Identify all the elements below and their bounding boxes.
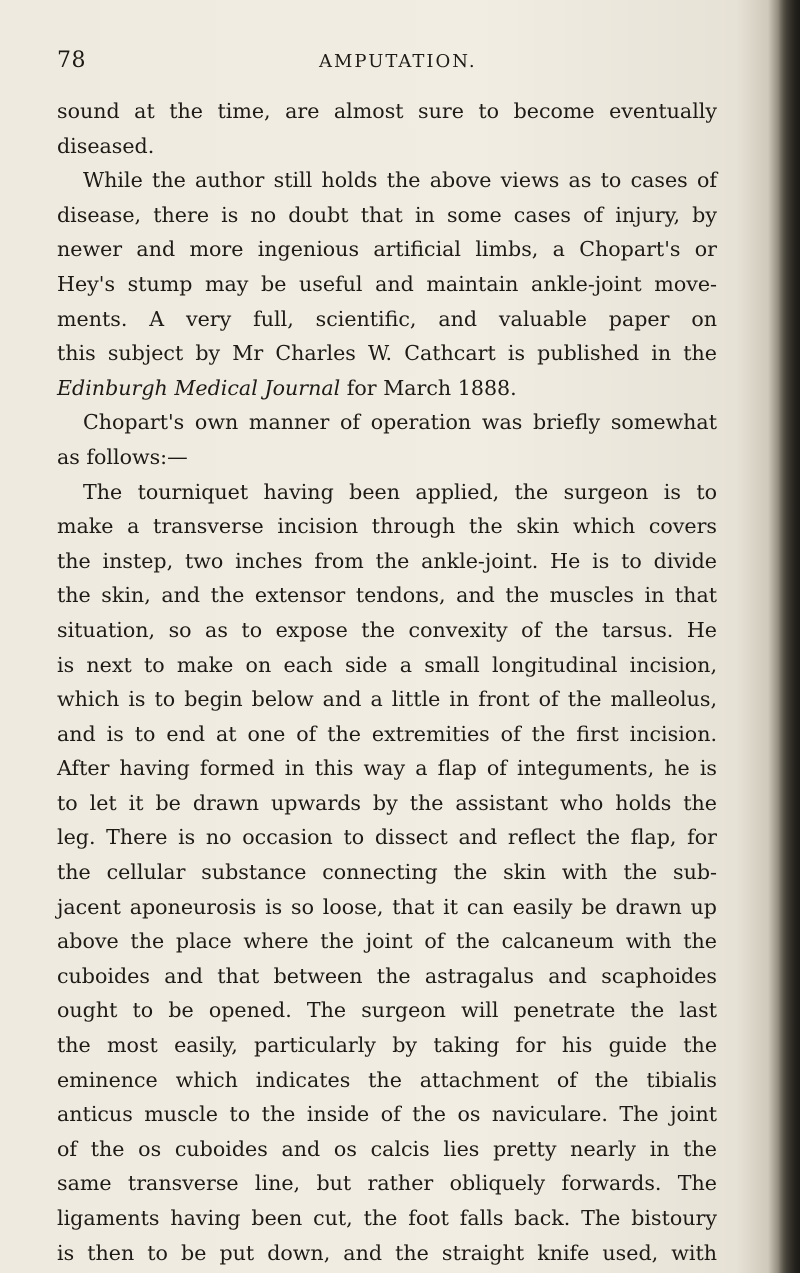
text-line: of the os cuboides and os calcis lies pretty nearly in the (57, 1136, 717, 1161)
text-line: Edinburgh Medical Journal for March 1888. (57, 375, 517, 400)
text-line: and is to end at one of the extremities of the first incision. (57, 721, 717, 746)
journal-title: Edinburgh Medical Journal (57, 375, 341, 400)
text-line: While the author still holds the above views as to cases of (83, 168, 717, 193)
text-line: After having formed in this way a flap of integuments, he is (57, 756, 717, 781)
text-line: eminence which indicates the attachment of the tibialis (57, 1067, 717, 1092)
text-line: leg. There is no occasion to dissect and reflect the flap, for (57, 825, 717, 850)
text-line: this subject by Mr Charles W. Cathcart is published in the (57, 341, 717, 366)
text-line: make a transverse incision through the skin which covers (57, 514, 717, 539)
text-line: disease, there is no doubt that in some cases of injury, by (57, 202, 717, 227)
text-line: The tourniquet having been applied, the surgeon is to (83, 479, 717, 504)
text-line: the most easily, particularly by taking for his guide the (57, 1033, 717, 1058)
text-line: the cellular substance connecting the skin with the sub- (57, 860, 717, 885)
text-line: Hey's stump may be useful and maintain ankle-joint move- (57, 271, 717, 296)
running-head (57, 48, 697, 74)
text-line: above the place where the joint of the calcaneum with the (57, 929, 717, 954)
text-line: as follows:— (57, 444, 188, 469)
text-line: anticus muscle to the inside of the os naviculare. The joint (57, 1102, 717, 1127)
text-line: to let it be drawn upwards by the assistant who holds the (57, 790, 717, 815)
text-line: sound at the time, are almost sure to become eventually (57, 99, 717, 123)
page-gutter-shadow (778, 0, 800, 1273)
page-number: 78 (57, 48, 86, 73)
text-line: same transverse line, but rather obliquely forwards. The (57, 1171, 717, 1196)
text-line: the instep, two inches from the ankle-joint. He is to divide (57, 548, 717, 573)
text-line: the skin, and the extensor tendons, and the muscles in that (57, 583, 717, 608)
text-line: is next to make on each side a small longitudinal incision, (57, 652, 717, 677)
text-line: which is to begin below and a little in front of the malleolus, (57, 687, 717, 712)
text-line: cuboides and that between the astragalus and scaphoides (57, 963, 717, 988)
text-line: ought to be opened. The surgeon will penetrate the last (57, 998, 717, 1023)
text-line: Chopart's own manner of operation was briefly somewhat (83, 410, 717, 435)
text-line: jacent aponeurosis is so loose, that it can easily be drawn up (57, 894, 717, 919)
text-line: ligaments having been cut, the foot falls back. The bistoury (57, 1206, 717, 1230)
text-line: situation, so as to expose the convexity of the tarsus. He (57, 617, 717, 642)
text-line: ments. A very full, scientific, and valuable paper on (57, 306, 717, 331)
chapter-title: AMPUTATION. (319, 51, 477, 72)
text-line: is then to be put down, and the straight knife used, with (57, 1240, 717, 1265)
text-line: newer and more ingenious artificial limbs, a Chopart's or (57, 237, 717, 262)
text-line: diseased. (57, 133, 155, 158)
body-text (57, 94, 717, 1270)
